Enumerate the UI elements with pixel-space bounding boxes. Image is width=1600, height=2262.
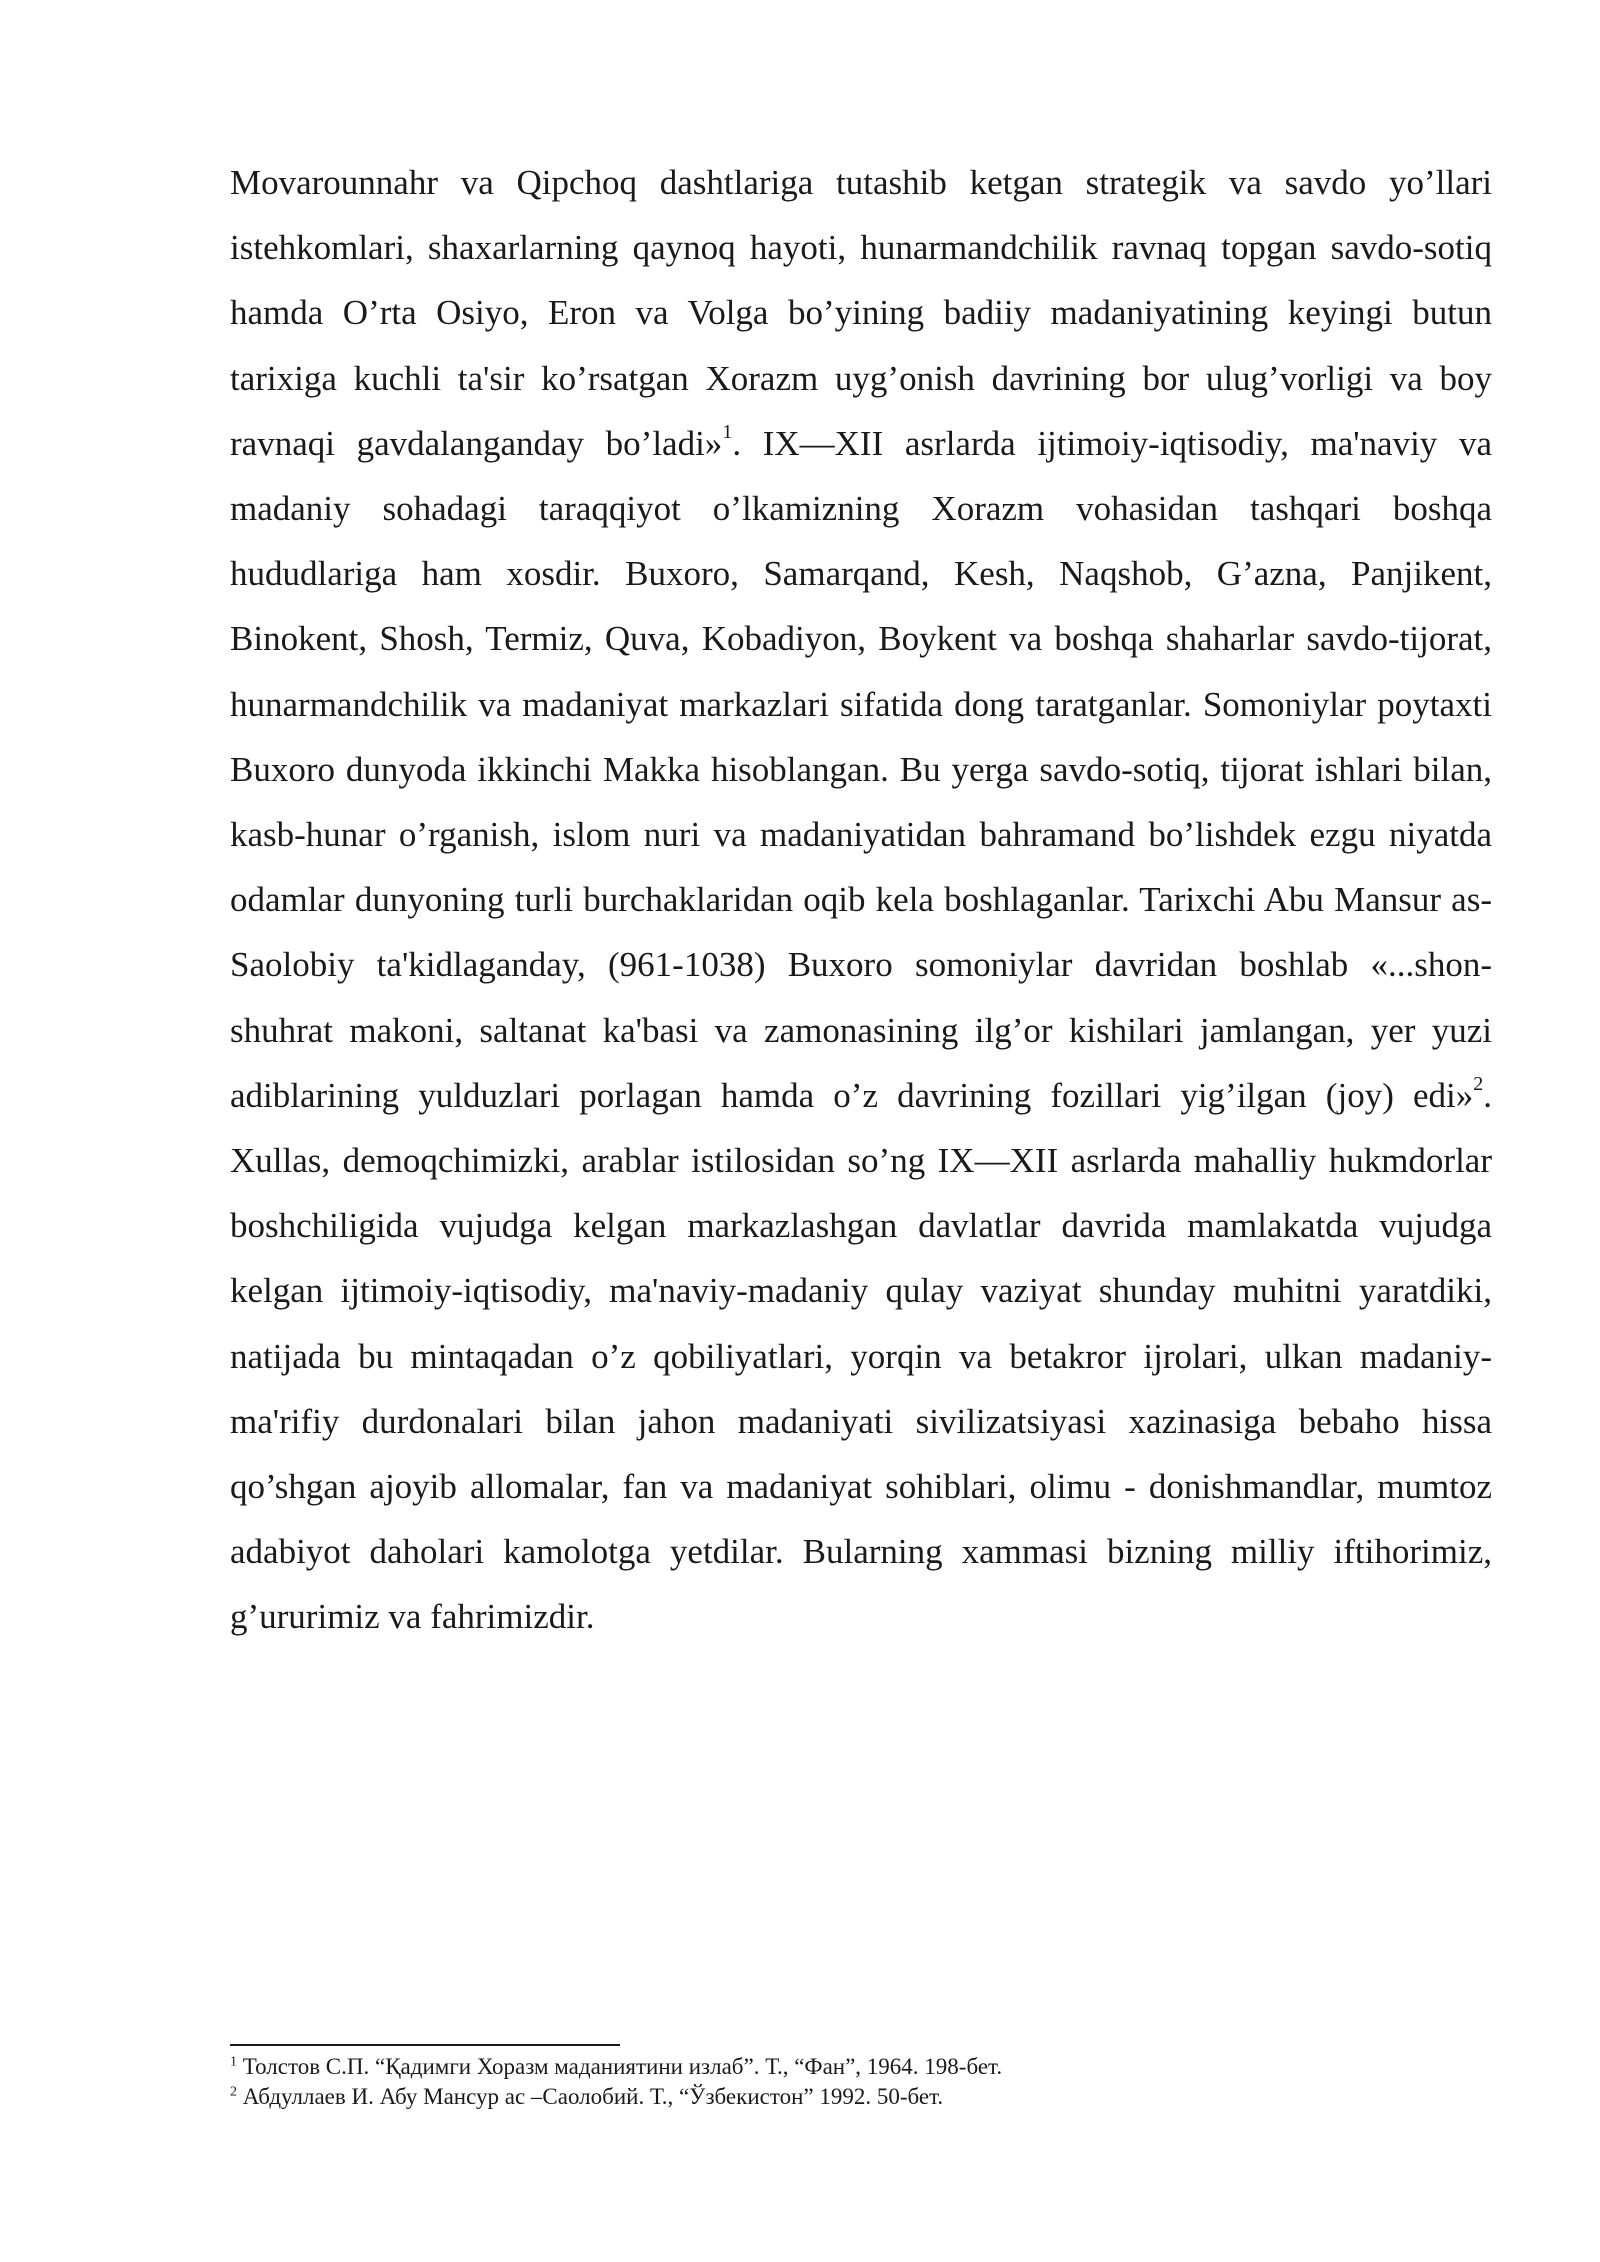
footnotes [230, 2052, 1492, 2112]
footnote-mark-2: 2 [230, 2084, 237, 2100]
body-paragraph [230, 150, 1492, 1650]
footnote-text-1: Толстов С.П. “Қадимги Хоразм маданиятини излаб”. Т., “Фан”, 1964. 198-бет. [242, 2054, 1003, 2079]
footnote-mark-1: 1 [230, 2054, 237, 2070]
paragraph-text-part-3: . Xullas, demoqchimizki, arablar istilosidan so’ng IX—XII asrlarda mahalliy hukmdorlar boshchiligida vujudga kelgan markazlashgan davlatlar davrida mamlakatda vujudga kelgan ijtimoiy-iqtisodiy, ma'naviy-madaniy qulay vaziyat shunday muhitni yaratdiki, natijada bu mintaqadan o’z qobiliyatlari, yorqin va betakror ijrolari, ulkan madaniy-ma'rifiy durdonalari bilan jahon madaniyati sivilizatsiyasi xazinasiga bebaho hissa qo’shgan ajoyib allomalar, fan va madaniyat sohiblari, olimu - donishmandlar, mumtoz adabiyot daholari kamolotga yetdilar. Bularning xammasi bizning milliy iftihorimiz, g’ururimiz va fahrimizdir. [230, 1075, 1492, 1637]
footnote-1 [230, 2052, 1492, 2082]
paragraph-text-part-1: Movarounnahr va Qipchoq dashtlariga tutashib ketgan strategik va savdo yo’llari istehkomlari, shaxarlarning qaynoq hayoti, hunarmandchilik ravnaq topgan savdo-sotiq hamda O’rta Osiyo, Eron va Volga bo’yining badiiy madaniyatining keyingi butun tarixiga kuchli ta'sir ko’rsatgan Xorazm uyg’onish davrining bor ulug’vorligi va boy ravnaqi gavdalanganday bo’ladi» [230, 163, 1492, 463]
footnote-separator [230, 2044, 620, 2046]
paragraph-text-part-2: . IX—XII asrlarda ijtimoiy-iqtisodiy, ma'naviy va madaniy sohadagi taraqqiyot o’lkamizning Xorazm vohasidan tashqari boshqa hududlariga ham xosdir. Buxoro, Samarqand, Kesh, Naqshob, G’azna, Panjikent, Binokent, Shosh, Termiz, Quva, Kobadiyon, Boykent va boshqa shaharlar savdo-tijorat, hunarmandchilik va madaniyat markazlari sifatida dong taratganlar. Somoniylar poytaxti Buxoro dunyoda ikkinchi Makka hisoblangan. Bu yerga savdo-sotiq, tijorat ishlari bilan, kasb-hunar o’rganish, islom nuri va madaniyatidan bahramand bo’lishdek ezgu niyatda odamlar dunyoning turli burchaklaridan oqib kela boshlaganlar. Tarixchi Abu Mansur as-Saolobiy ta'kidlaganday, (961-1038) Buxoro somoniylar davridan boshlab «...shon-shuhrat makoni, saltanat ka'basi va zamonasining ilg’or kishilari jamlangan, yer yuzi adiblarining yulduzlari porlagan hamda o’z davrining fozillari yig’ilgan (joy) edi» [230, 423, 1492, 1115]
footnote-reference-2[interactable]: 2 [1473, 1073, 1484, 1096]
footnote-text-2: Абдуллаев И. Абу Мансур ас –Саолобий. Т., “Ўзбекистон” 1992. 50-бет. [242, 2084, 944, 2109]
footnote-reference-1[interactable]: 1 [722, 421, 733, 444]
footnote-2 [230, 2082, 1492, 2112]
